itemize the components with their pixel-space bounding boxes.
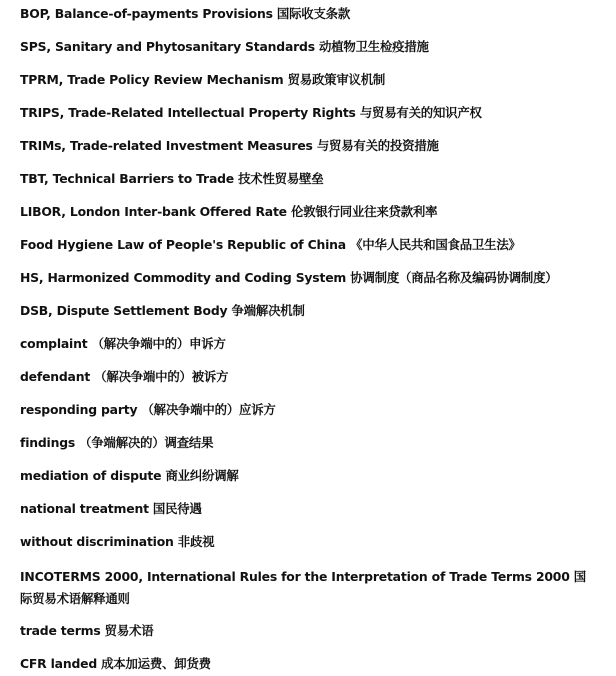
term-zh: （解决争端中的）应诉方 — [141, 402, 276, 417]
glossary-entry — [20, 335, 590, 352]
glossary-entry — [20, 203, 590, 220]
term-zh: 协调制度（商品名称及编码协调制度） — [350, 270, 558, 285]
term-en: DSB, Dispute Settlement Body — [20, 303, 228, 318]
glossary-entry — [20, 38, 590, 55]
term-en: HS, Harmonized Commodity and Coding System — [20, 270, 347, 285]
term-zh: 《中华人民共和国食品卫生法》 — [350, 237, 521, 252]
term-en: SPS, Sanitary and Phytosanitary Standards — [20, 39, 315, 54]
term-zh: 与贸易有关的知识产权 — [359, 105, 482, 120]
term-zh: 商业纠纷调解 — [165, 468, 239, 483]
glossary-entry — [20, 170, 590, 187]
term-zh: 技术性贸易壁垒 — [238, 171, 324, 186]
glossary-entry — [20, 533, 590, 550]
term-zh: 伦敦银行同业往来贷款利率 — [291, 204, 438, 219]
glossary-entry — [20, 104, 590, 121]
glossary-entry — [20, 401, 590, 418]
term-en: Food Hygiene Law of People's Republic of China — [20, 237, 346, 252]
glossary-entry — [20, 269, 590, 286]
glossary-entry — [20, 622, 590, 639]
term-en: findings — [20, 435, 76, 450]
term-zh: （解决争端中的）申诉方 — [91, 336, 226, 351]
term-en: CFR landed — [20, 656, 97, 671]
term-zh: 国际收支条款 — [276, 6, 351, 21]
glossary-entry — [20, 137, 590, 154]
term-en: TRIPS, Trade-Related Intellectual Property Rights — [20, 105, 356, 120]
term-en: BOP, Balance-of-payments Provisions — [20, 6, 273, 21]
term-zh: 动植物卫生检疫措施 — [319, 39, 429, 54]
term-zh: （争端解决的）调查结果 — [79, 435, 214, 450]
term-en: TRIMs, Trade-related Investment Measures — [20, 138, 313, 153]
glossary-entry — [20, 566, 590, 610]
term-en: national treatment — [20, 501, 149, 516]
glossary-entry — [20, 467, 590, 484]
term-en: responding party — [20, 402, 138, 417]
term-en: TBT, Technical Barriers to Trade — [20, 171, 234, 186]
term-en: defendant — [20, 369, 91, 384]
term-zh: （解决争端中的）被诉方 — [94, 369, 229, 384]
term-en: mediation of dispute — [20, 468, 162, 483]
glossary-entry — [20, 500, 590, 517]
term-en: trade terms — [20, 623, 101, 638]
term-zh: 贸易术语 — [104, 623, 154, 638]
term-zh: 贸易政策审议机制 — [287, 72, 386, 87]
term-zh: 争端解决机制 — [231, 303, 305, 318]
term-en: LIBOR, London Inter-bank Offered Rate — [20, 204, 287, 219]
term-en: INCOTERMS 2000, International Rules for the Interpretation of Trade Terms 2000 — [20, 569, 570, 584]
glossary-entry — [20, 5, 590, 22]
glossary-entry — [20, 302, 590, 319]
glossary-entry — [20, 434, 590, 451]
term-zh: 国民待遇 — [152, 501, 202, 516]
term-zh: 国际贸易术语解释通则 — [20, 569, 586, 606]
term-zh: 非歧视 — [177, 534, 215, 549]
glossary-entry — [20, 655, 590, 672]
term-en: without discrimination — [20, 534, 174, 549]
glossary-entry — [20, 368, 590, 385]
term-zh: 成本加运费、卸货费 — [101, 656, 211, 671]
glossary-entry — [20, 236, 590, 253]
term-en: TPRM, Trade Policy Review Mechanism — [20, 72, 284, 87]
term-en: complaint — [20, 336, 88, 351]
glossary-entry — [20, 71, 590, 88]
term-zh: 与贸易有关的投资措施 — [316, 138, 439, 153]
